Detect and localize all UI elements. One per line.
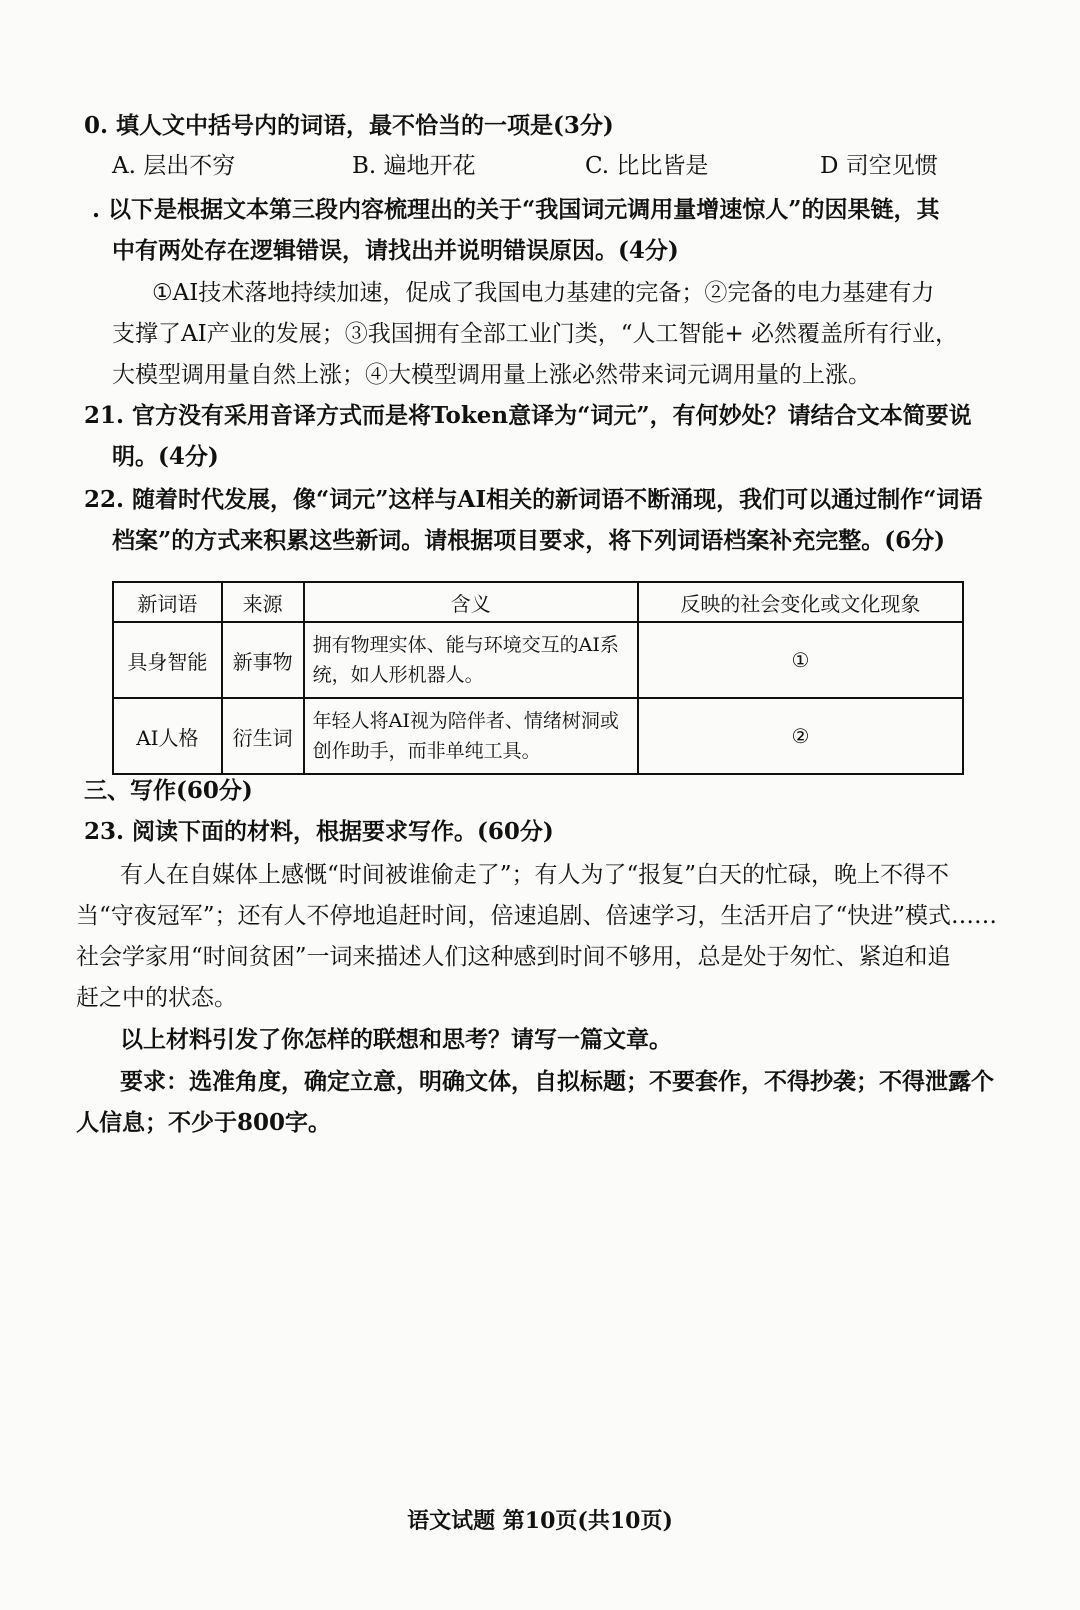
q20b-line2: 中有两处存在逻辑错误，请找出并说明错误原因。(4分) — [112, 237, 679, 264]
material-line1: 有人在自媒体上感慨“时间被谁偷走了”；有人为了“报复”白天的忙碌，晚上不得不 — [120, 862, 950, 888]
think-prompt: 以上材料引发了你怎样的联想和思考？请写一篇文章。 — [120, 1026, 672, 1053]
q23-prompt: 23. 阅读下面的材料，根据要求写作。(60分) — [84, 818, 554, 845]
header-source: 来源 — [222, 582, 304, 622]
header-social-change: 反映的社会变化或文化现象 — [638, 582, 963, 622]
cell-source: 新事物 — [222, 622, 304, 698]
header-new-word: 新词语 — [113, 582, 222, 622]
q20b-line1: . 以下是根据文本第三段内容梳理出的关于“我国词元调用量增速惊人”的因果链，其 — [92, 196, 940, 223]
cell-meaning: 年轻人将AI视为陪伴者、情绪树洞或创作助手，而非单纯工具。 — [304, 698, 638, 774]
table-row — [113, 698, 963, 774]
q21-line1: 21. 官方没有采用音译方式而是将Token意译为“词元”，有何妙处？请结合文本简要说 — [84, 402, 972, 429]
header-meaning: 含义 — [304, 582, 638, 622]
chain-line1: ①AI技术落地持续加速，促成了我国电力基建的完备；②完备的电力基建有力 — [152, 280, 935, 306]
material-line4: 赶之中的状态。 — [76, 985, 237, 1011]
option-a: A. 层出不穷 — [112, 153, 236, 179]
page-footer: 语文试题 第10页(共10页) — [407, 1508, 673, 1534]
table-header-row — [113, 582, 963, 622]
q21-line2: 明。(4分) — [112, 443, 219, 470]
cell-meaning: 拥有物理实体、能与环境交互的AI系统，如人形机器人。 — [304, 622, 638, 698]
requirements-line1: 要求：选准角度，确定立意，明确文体，自拟标题；不要套作，不得抄袭；不得泄露个 — [120, 1068, 994, 1095]
option-b: B. 遍地开花 — [352, 153, 476, 179]
q22-line2: 档案”的方式来积累这些新词。请根据项目要求，将下列词语档案补充完整。(6分) — [112, 527, 945, 554]
material-line3: 社会学家用“时间贫困”一词来描述人们这种感到时间不够用，总是处于匆忙、紧迫和追 — [76, 944, 951, 970]
table-row — [113, 622, 963, 698]
q20-prompt: 0. 填人文中括号内的词语，最不恰当的一项是(3分) — [84, 112, 614, 139]
cell-blank-2: ② — [638, 698, 963, 774]
cell-word: AI人格 — [113, 698, 222, 774]
material-line2: 当“守夜冠军”；还有人不停地追赶时间，倍速追剧、倍速学习，生活开启了“快进”模式…… — [76, 903, 998, 929]
cell-word: 具身智能 — [113, 622, 222, 698]
requirements-line2: 人信息；不少于800字。 — [76, 1109, 332, 1136]
chain-line2: 支撑了AI产业的发展；③我国拥有全部工业门类，“人工智能+ 必然覆盖所有行业， — [112, 321, 959, 347]
word-archive-table — [112, 581, 964, 775]
cell-source: 衍生词 — [222, 698, 304, 774]
section-writing-heading: 三、写作(60分) — [84, 777, 253, 804]
chain-line3: 大模型调用量自然上涨；④大模型调用量上涨必然带来词元调用量的上涨。 — [112, 362, 871, 388]
option-c: C. 比比皆是 — [585, 153, 709, 179]
q22-line1: 22. 随着时代发展，像“词元”这样与AI相关的新词语不断涌现，我们可以通过制作“词语 — [84, 486, 983, 513]
cell-blank-1: ① — [638, 622, 963, 698]
option-d: D 司空见惯 — [820, 153, 938, 179]
